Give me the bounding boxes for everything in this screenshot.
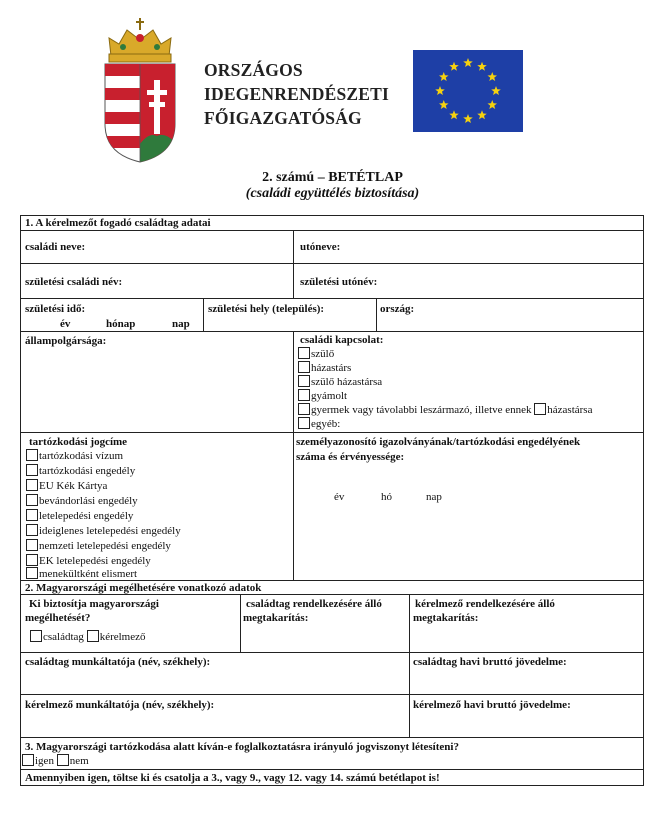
birth-date-label: születési idő: bbox=[25, 303, 86, 315]
member-income-label: családtag havi bruttó jövedelme: bbox=[413, 656, 567, 668]
checkbox[interactable] bbox=[298, 375, 310, 387]
citizenship-label: állampolgársága: bbox=[25, 335, 107, 347]
checkbox-family-member[interactable] bbox=[30, 630, 42, 642]
relation-option-spouse[interactable]: házastárs bbox=[298, 361, 351, 375]
relation-option-child[interactable]: gyermek vagy távolabbi leszármazó, illetve ennek házastársa bbox=[298, 403, 592, 417]
eu-flag-icon bbox=[413, 50, 523, 132]
birth-month-label: hónap bbox=[106, 318, 136, 330]
agency-line-2: IDEGENRENDÉSZETI bbox=[204, 84, 390, 104]
birth-place-label: születési hely (település): bbox=[208, 303, 325, 315]
given-name-label: utóneve: bbox=[300, 241, 341, 253]
checkbox-yes[interactable] bbox=[22, 754, 34, 766]
checkbox[interactable] bbox=[26, 449, 38, 461]
birth-family-name-label: születési családi név: bbox=[25, 276, 123, 288]
eu-star-icon bbox=[435, 86, 445, 95]
birth-given-name-label: születési utónév: bbox=[300, 276, 378, 288]
eu-star-icon bbox=[449, 110, 459, 119]
checkbox[interactable] bbox=[26, 479, 38, 491]
agency-line-1: ORSZÁGOS bbox=[204, 60, 303, 80]
birth-day-label: nap bbox=[172, 318, 190, 330]
residence-option-refugee[interactable]: menekültként elismert bbox=[26, 567, 137, 581]
form-title: 2. számú – BETÉTLAP bbox=[262, 170, 403, 185]
table-border-left bbox=[20, 215, 21, 786]
checkbox[interactable] bbox=[298, 361, 310, 373]
checkbox[interactable] bbox=[534, 403, 546, 415]
residence-option-national-settlement[interactable]: nemzeti letelepedési engedély bbox=[26, 539, 171, 553]
member-savings-label-2: megtakarítás: bbox=[243, 612, 309, 624]
id-document-validity-label: száma és érvényessége: bbox=[296, 451, 405, 463]
checkbox[interactable] bbox=[26, 539, 38, 551]
checkbox[interactable] bbox=[26, 494, 38, 506]
who-provides-label-2: megélhetését? bbox=[25, 612, 91, 624]
checkbox[interactable] bbox=[26, 464, 38, 476]
checkbox[interactable] bbox=[298, 403, 310, 415]
relation-option-parent[interactable]: szülő bbox=[298, 347, 334, 361]
eu-star-icon bbox=[439, 72, 449, 81]
eu-star-icon bbox=[449, 62, 459, 71]
section-3-title: 3. Magyarországi tartózkodása alatt kíván-e foglalkoztatásra irányuló jogviszonyt létesíteni? bbox=[25, 741, 459, 753]
checkbox-no[interactable] bbox=[57, 754, 69, 766]
table-border-right bbox=[643, 215, 644, 786]
residence-option-immigration[interactable]: bevándorlási engedély bbox=[26, 494, 138, 508]
section-1-title: 1. A kérelmezőt fogadó családtag adatai bbox=[25, 217, 211, 229]
who-provides-label: Ki biztosítja magyarországi bbox=[29, 598, 159, 610]
relation-option-ward[interactable]: gyámolt bbox=[298, 389, 347, 403]
eu-star-icon bbox=[491, 86, 501, 95]
checkbox-applicant[interactable] bbox=[87, 630, 99, 642]
attachment-note: Amennyiben igen, töltse ki és csatolja a 3., vagy 9., vagy 12. vagy 14. számú betétlapot is! bbox=[25, 772, 440, 784]
eu-star-icon bbox=[477, 110, 487, 119]
relation-option-parent-spouse[interactable]: szülő házastársa bbox=[298, 375, 382, 389]
eu-star-icon bbox=[439, 100, 449, 109]
relation-option-other[interactable]: egyéb: bbox=[298, 417, 340, 431]
eu-star-icon bbox=[477, 62, 487, 71]
residence-option-permit[interactable]: tartózkodási engedély bbox=[26, 464, 135, 478]
checkbox[interactable] bbox=[298, 417, 310, 429]
validity-day-label: nap bbox=[426, 491, 442, 503]
eu-star-icon bbox=[463, 114, 473, 123]
residence-option-blue-card[interactable]: EU Kék Kártya bbox=[26, 479, 107, 493]
who-provides-options: családtag kérelmező bbox=[30, 630, 146, 644]
member-savings-label: családtag rendelkezésére álló bbox=[246, 598, 382, 610]
checkbox[interactable] bbox=[26, 524, 38, 536]
agency-line-3: FŐIGAZGATÓSÁG bbox=[204, 108, 362, 128]
country-label: ország: bbox=[380, 303, 415, 315]
applicant-savings-label: kérelmező rendelkezésére álló bbox=[415, 598, 555, 610]
table-border-top bbox=[20, 215, 644, 216]
table-border-bottom bbox=[20, 785, 644, 786]
residence-option-settlement[interactable]: letelepedési engedély bbox=[26, 509, 133, 523]
checkbox[interactable] bbox=[26, 567, 38, 579]
eu-star-icon bbox=[487, 72, 497, 81]
residence-label: tartózkodási jogcíme bbox=[29, 436, 128, 448]
form-subtitle: (családi együttélés biztosítása) bbox=[245, 186, 420, 201]
id-document-label: személyazonosító igazolványának/tartózkodási engedélyének bbox=[296, 436, 581, 448]
checkbox[interactable] bbox=[26, 509, 38, 521]
validity-year-label: év bbox=[334, 491, 345, 503]
applicant-employer-label: kérelmező munkáltatója (név, székhely): bbox=[25, 699, 215, 711]
residence-option-temp-settlement[interactable]: ideiglenes letelepedési engedély bbox=[26, 524, 181, 538]
employment-options: igen nem bbox=[22, 754, 89, 768]
eu-star-icon bbox=[487, 100, 497, 109]
applicant-savings-label-2: megtakarítás: bbox=[413, 612, 479, 624]
relation-label: családi kapcsolat: bbox=[300, 334, 384, 346]
hungarian-coat-of-arms-icon bbox=[99, 14, 181, 164]
family-name-label: családi neve: bbox=[25, 241, 86, 253]
section-2-title: 2. Magyarországi megélhetésére vonatkozó adatok bbox=[25, 582, 262, 594]
residence-option-ec-settlement[interactable]: EK letelepedési engedély bbox=[26, 554, 151, 568]
birth-year-label: év bbox=[60, 318, 71, 330]
member-employer-label: családtag munkáltatója (név, székhely): bbox=[25, 656, 211, 668]
residence-option-visa[interactable]: tartózkodási vízum bbox=[26, 449, 123, 463]
checkbox[interactable] bbox=[26, 554, 38, 566]
eu-star-icon bbox=[463, 58, 473, 67]
checkbox[interactable] bbox=[298, 389, 310, 401]
agency-name bbox=[204, 58, 404, 130]
checkbox[interactable] bbox=[298, 347, 310, 359]
applicant-income-label: kérelmező havi bruttó jövedelme: bbox=[413, 699, 571, 711]
validity-month-label: hó bbox=[381, 491, 392, 503]
